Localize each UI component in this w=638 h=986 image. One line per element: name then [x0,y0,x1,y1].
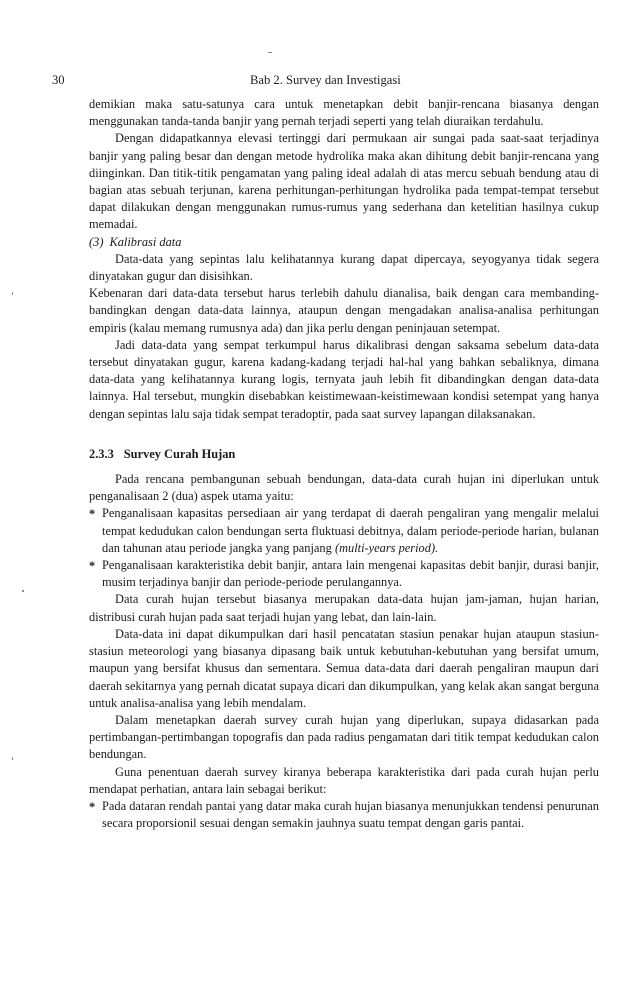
paragraph: Dengan didapatkannya elevasi tertinggi dari permukaan air sungai pada saat-saat terjadinya banjir yang paling besar dan dengan metode hydrolika maka akan dihitung debit banjir-rencana yang diinginkan. Dan titik-titik pengamatan yang paling ideal adalah di atas mercu sebuah bendung atau di bagian atas sebuah terjunan, karena perhitungan-perhitungan hydrolika pada tempat-tempat tersebut dapat dilakukan dengan menggunakan rumus-rumus yang sederhana dan ketelitian hasilnya cukup memadai. [89,131,599,232]
paragraph: Dalam menetapkan daerah survey curah hujan yang diperlukan, supaya didasarkan pada pertimbangan-pertimbangan topografis dan pada radius pengamatan dari titik tempat kedudukan calon bendungan. [89,712,599,762]
subheading-title: Kalibrasi data [109,234,182,249]
scan-speck [268,52,272,53]
page-number: 30 [52,73,65,87]
paragraph: Guna penentuan daerah survey kiranya beberapa karakteristika dari pada curah hujan perlu mendapat perhatian, antara lain sebagai berikut: [89,764,599,796]
list-item-text: Penganalisaan kapasitas persediaan air yang terdapat di daerah pengaliran yang mengalir melalui tempat kedudukan calon bendungan serta fluktuasi debitnya, dalam periode-periode harian, bulanan dan tahunan atau periode jangka yang panjang [102,506,599,555]
running-title: Bab 2. Survey dan Investigasi [250,73,401,87]
paragraph: Data curah hujan tersebut biasanya merupakan data-data hujan jam-jaman, hujan harian, distribusi curah hujan pada saat terjadi hujan yang lebat, dan lain-lain. [89,592,599,624]
list-item [89,505,599,557]
bullet-list [89,798,599,832]
section-title: Survey Curah Hujan [123,446,236,461]
paragraph: Kebenaran dari data-data tersebut harus terlebih dahulu dianalisa, baik dengan cara membanding-bandingkan dengan data-data lainnya, ataupun dengan mengadakan analisa-analisa perhitungan empiris (kalau memang rumusnya ada) dan jika perlu dengan peninjauan setempat. [89,286,599,335]
subheading [89,234,599,251]
section-heading [89,446,599,463]
list-item-term: (multi-years period). [334,540,439,555]
paragraph: demikian maka satu-satunya cara untuk menetapkan debit banjir-rencana biasanya dengan menggunakan tanda-tanda banjir yang pernah terjadi seperti yang telah diuraikan terdahulu. [89,97,599,129]
paragraph: Pada rencana pembangunan sebuah bendungan, data-data curah hujan ini diperlukan untuk penganalisaan 2 (dua) aspek utama yaitu: [89,472,599,504]
scan-speck [22,590,24,592]
section-number: 2.3.3 [89,446,114,461]
bullet-list [89,505,599,591]
list-item: * Penganalisaan karakteristika debit banjir, antara lain mengenai kapasitas debit banjir, durasi banjir, musim terjadinya banjir dan periode-periode perulangannya. [89,557,599,591]
list-item: * Pada dataran rendah pantai yang datar maka curah hujan biasanya menunjukkan tendensi penurunan secara proporsionil sesuai dengan semakin jauhnya suatu tempat dengan garis pantai. [89,798,599,832]
paragraph: Data-data ini dapat dikumpulkan dari hasil pencatatan stasiun penakar hujan ataupun stasiun-stasiun meteorologi yang biasanya dipasang baik untuk kebutuhan-kebutuhan yang bersifat umum, maupun yang bersifat khusus dan sementara. Semua data-data dari daerah pengaliran maupun dari daerah sekitarnya yang pernah dicatat supaya dicari dan dikumpulkan, yang kelak akan sangat berguna untuk analisa-analisa yang lebih mendalam. [89,626,599,710]
body-text [89,96,599,832]
paragraph: Jadi data-data yang sempat terkumpul harus dikalibrasi dengan saksama sebelum data-data tersebut dinyatakan gugur, karena kadang-kadang terjadi hal-hal yang bahkan sebaliknya, dimana data-data yang kelihatannya kurang logis, ternyata jauh lebih fit dibandingkan dengan data-data lainnya. Hal tersebut, mungkin disebabkan keistimewaan-keistimewaan kondisi setempat yang hanya dengan sepintas lalu saja tidak sempat teradoptir, pada saat survey lapangan dilaksanakan. [89,337,599,421]
paragraph: Data-data yang sepintas lalu kelihatannya kurang dapat dipercaya, seyogyanya tidak segera dinyatakan gugur dan disisihkan. [89,251,599,284]
subheading-number: (3) [89,234,104,249]
scan-speck [12,292,13,295]
scan-speck [12,757,13,760]
page-header [0,72,638,88]
